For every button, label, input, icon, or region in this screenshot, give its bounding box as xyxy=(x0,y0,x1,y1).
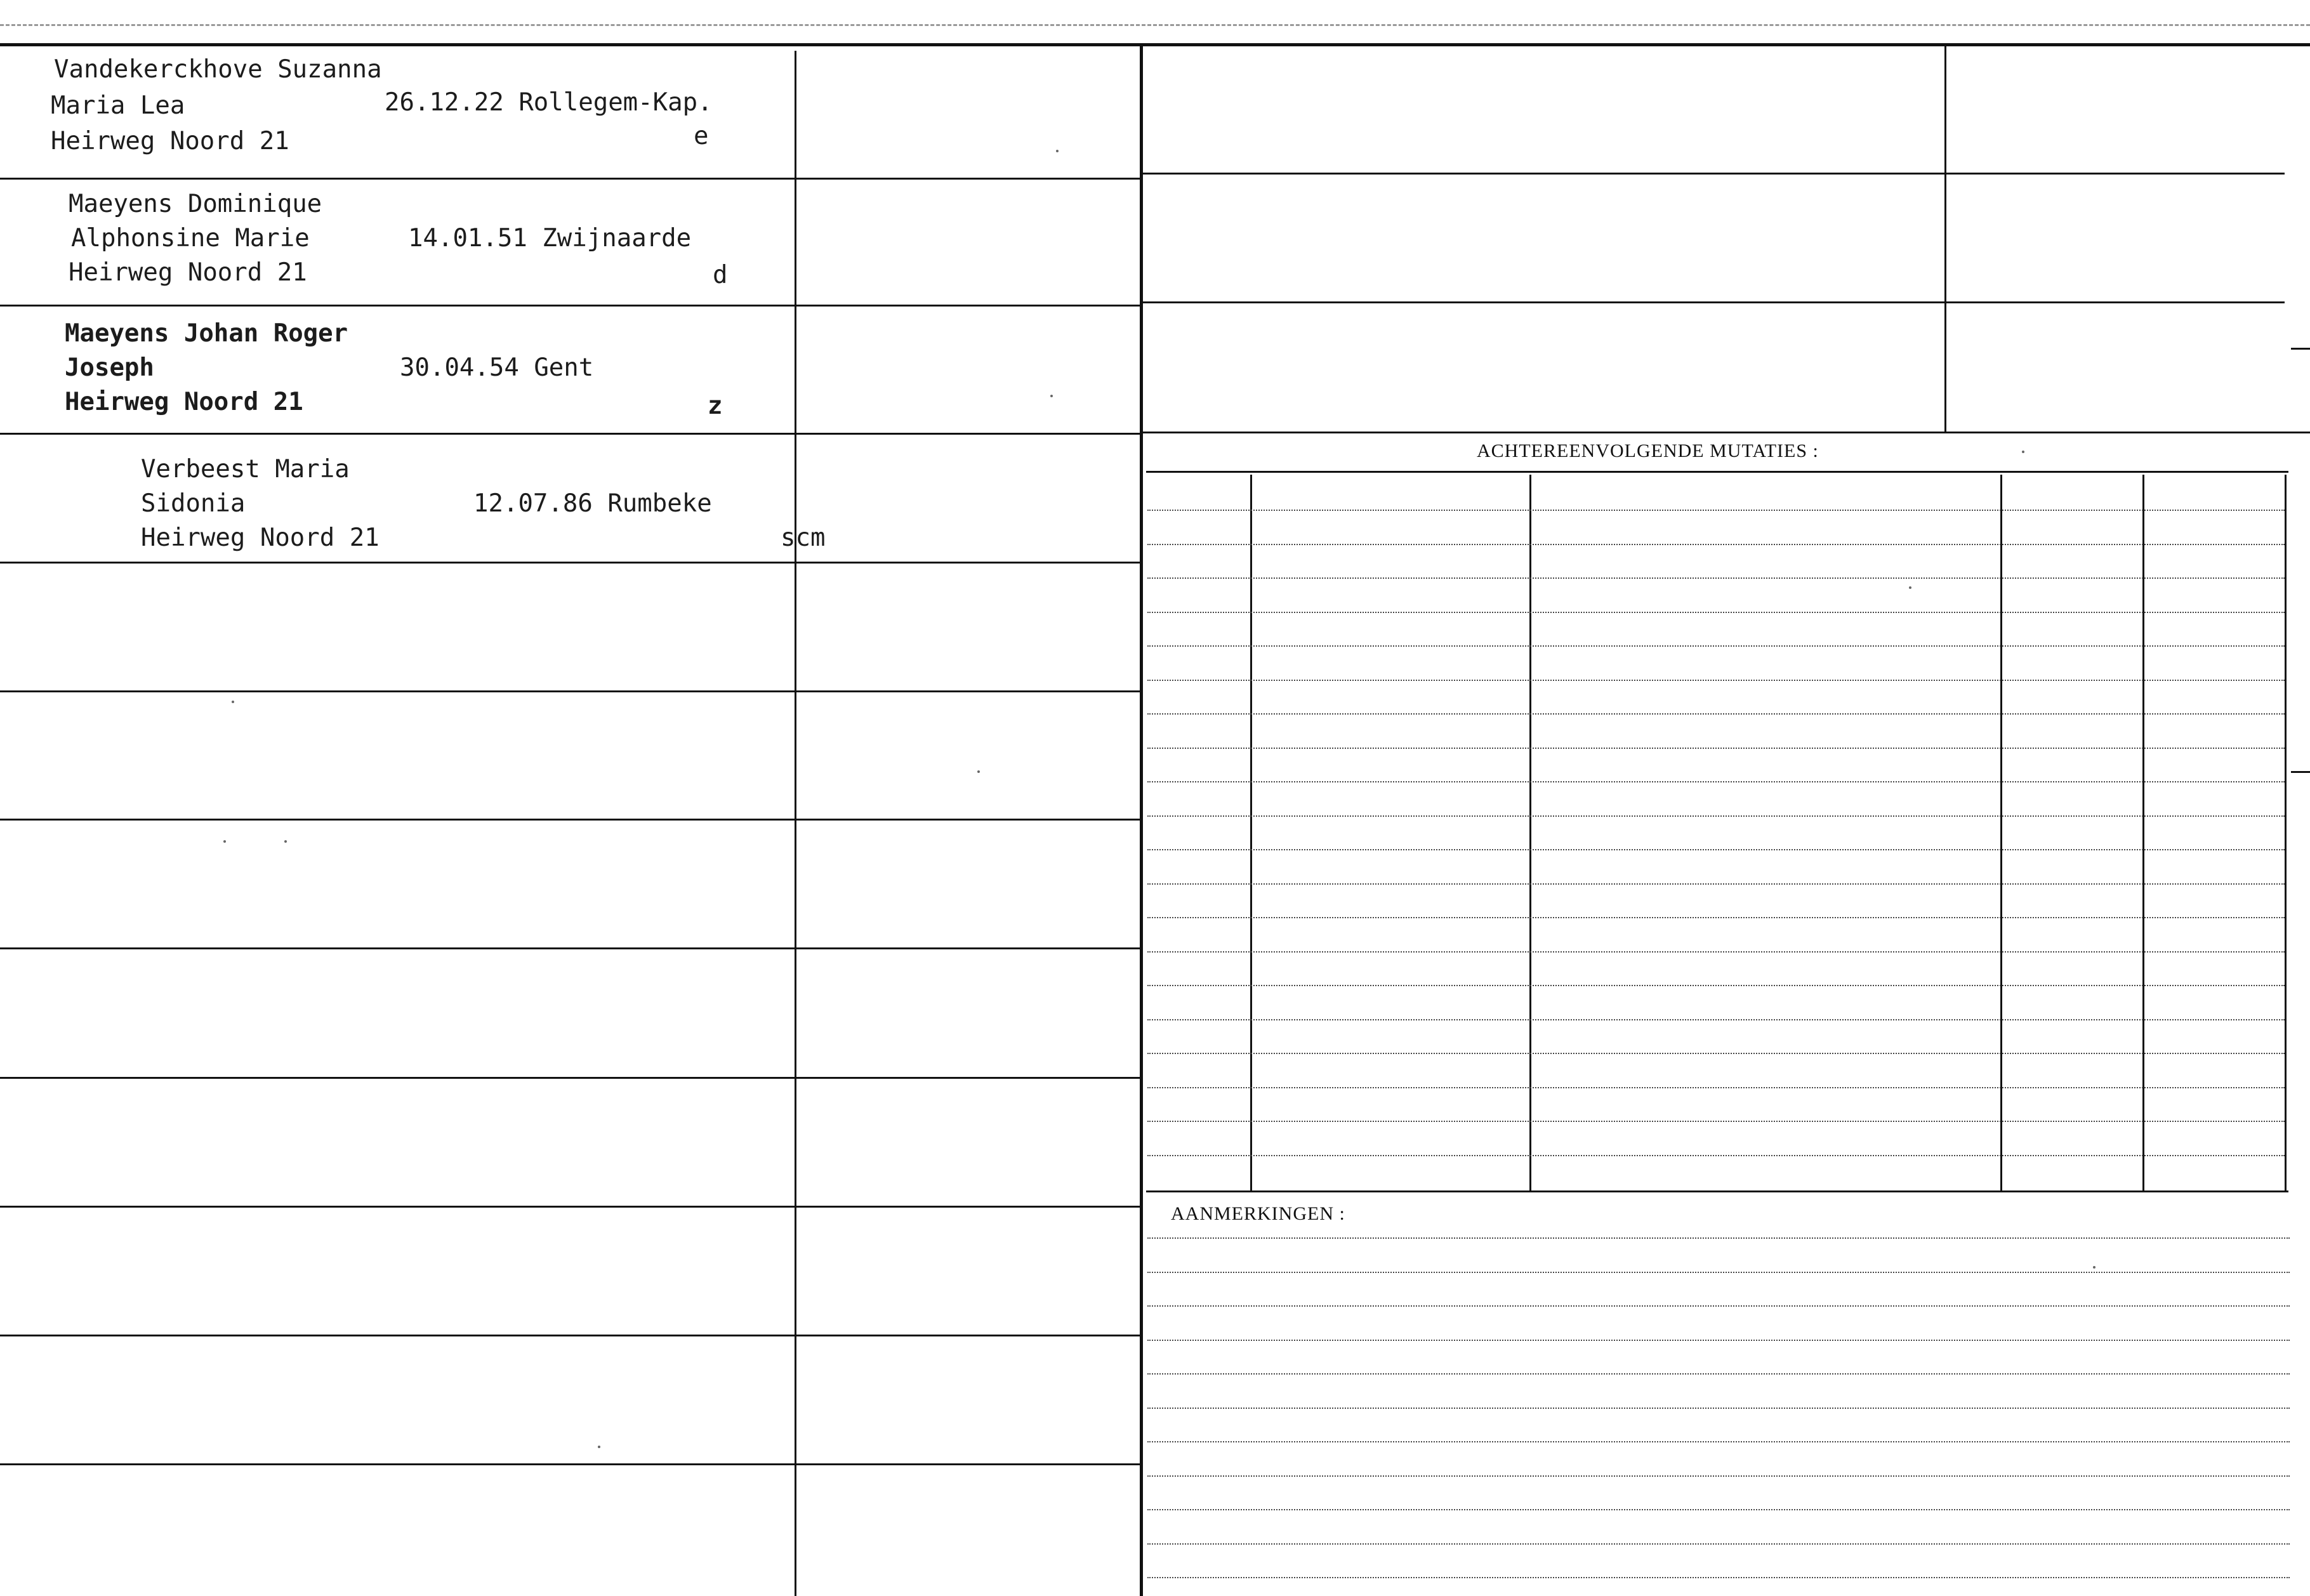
scan-speck xyxy=(1909,586,1911,589)
mutation-dotted-line xyxy=(1147,577,2285,579)
left-row-line xyxy=(0,178,1140,180)
scan-speck xyxy=(977,770,980,773)
mutation-dotted-line xyxy=(1147,544,2285,545)
mutation-dotted-line xyxy=(1147,1053,2285,1054)
margin-tick xyxy=(2291,771,2310,773)
mutation-dotted-line xyxy=(1147,849,2285,850)
record-1-code: e xyxy=(694,122,709,150)
remark-dotted-line xyxy=(1147,1272,2290,1273)
record-2-line3: Heirweg Noord 21 xyxy=(69,258,307,287)
left-row-line xyxy=(0,947,1140,949)
scan-speck xyxy=(284,840,287,843)
record-3-birth: 30.04.54 Gent xyxy=(400,353,594,382)
record-3-line1: Maeyens Johan Roger xyxy=(65,319,348,348)
mutations-col-line xyxy=(2285,475,2287,1190)
remarks-title: AANMERKINGEN : xyxy=(1171,1203,1345,1224)
remark-dotted-line xyxy=(1147,1577,2290,1578)
record-2-line2: Alphonsine Marie xyxy=(71,224,310,253)
right-upper-row-line xyxy=(1142,301,2285,303)
scan-speck xyxy=(1056,150,1059,152)
mutations-title: ACHTEREENVOLGENDE MUTATIES : xyxy=(1477,440,1819,461)
record-4-line3: Heirweg Noord 21 xyxy=(141,524,380,552)
mutations-col-line xyxy=(2142,475,2144,1190)
remark-dotted-line xyxy=(1147,1373,2290,1375)
mutation-dotted-line xyxy=(1147,1121,2285,1122)
remark-dotted-line xyxy=(1147,1475,2290,1477)
mutation-dotted-line xyxy=(1147,713,2285,715)
record-1-line2: Maria Lea xyxy=(51,91,185,120)
record-4-line2: Sidonia xyxy=(141,489,246,518)
record-4-line1: Verbeest Maria xyxy=(141,455,350,484)
record-1-birth: 26.12.22 Rollegem-Kap. xyxy=(385,88,713,117)
scan-top-rule xyxy=(0,24,2310,26)
remark-dotted-line xyxy=(1147,1408,2290,1409)
remark-dotted-line xyxy=(1147,1543,2290,1545)
mutations-table-top xyxy=(1146,471,2288,473)
left-row-line xyxy=(0,1463,1140,1465)
mutation-dotted-line xyxy=(1147,510,2285,511)
record-4-extra: scm xyxy=(781,524,826,552)
mutation-dotted-line xyxy=(1147,612,2285,613)
remark-dotted-line xyxy=(1147,1441,2290,1442)
right-upper-row-line xyxy=(1142,432,2310,433)
left-row-line xyxy=(0,690,1140,692)
mutation-dotted-line xyxy=(1147,883,2285,885)
record-2-birth: 14.01.51 Zwijnaarde xyxy=(408,224,692,253)
mutation-dotted-line xyxy=(1147,815,2285,817)
remark-dotted-line xyxy=(1147,1509,2290,1510)
record-3-code: z xyxy=(708,392,723,420)
right-upper-row-line xyxy=(1142,173,2285,175)
left-row-line xyxy=(0,305,1140,307)
remark-dotted-line xyxy=(1147,1237,2290,1239)
record-4-birth: 12.07.86 Rumbeke xyxy=(473,489,712,518)
mutation-dotted-line xyxy=(1147,645,2285,647)
record-1-line1: Vandekerckhove Suzanna xyxy=(54,55,382,84)
scan-speck xyxy=(2022,451,2024,453)
left-row-line xyxy=(0,433,1140,435)
margin-tick xyxy=(2291,348,2310,350)
record-1-line3: Heirweg Noord 21 xyxy=(51,127,289,155)
record-3-line3: Heirweg Noord 21 xyxy=(65,388,303,416)
left-row-line xyxy=(0,1077,1140,1079)
record-2-code: d xyxy=(713,261,728,289)
left-column-divider xyxy=(795,51,796,1596)
remark-dotted-line xyxy=(1147,1340,2290,1341)
record-2-line1: Maeyens Dominique xyxy=(69,190,322,218)
mutations-table-bottom xyxy=(1146,1190,2288,1192)
mutation-dotted-line xyxy=(1147,1155,2285,1156)
mutations-col-line xyxy=(1529,475,1531,1190)
record-3-line2: Joseph xyxy=(65,353,154,382)
scan-speck xyxy=(1050,395,1053,397)
scan-speck xyxy=(223,840,226,843)
mutation-dotted-line xyxy=(1147,917,2285,918)
left-row-line xyxy=(0,819,1140,821)
mutations-col-line xyxy=(1250,475,1252,1190)
right-upper-divider xyxy=(1944,46,1946,432)
top-border xyxy=(0,43,2310,46)
remark-dotted-line xyxy=(1147,1305,2290,1307)
mutation-dotted-line xyxy=(1147,680,2285,681)
center-divider xyxy=(1140,46,1143,1596)
mutation-dotted-line xyxy=(1147,781,2285,782)
scan-speck xyxy=(232,701,234,703)
left-row-line xyxy=(0,1335,1140,1336)
mutations-col-line xyxy=(2000,475,2002,1190)
mutation-dotted-line xyxy=(1147,748,2285,749)
left-row-line xyxy=(0,562,1140,564)
left-row-line xyxy=(0,1206,1140,1208)
scan-speck xyxy=(2093,1266,2096,1269)
mutation-dotted-line xyxy=(1147,951,2285,953)
mutation-dotted-line xyxy=(1147,1019,2285,1020)
mutation-dotted-line xyxy=(1147,1087,2285,1088)
scan-speck xyxy=(598,1446,600,1448)
mutation-dotted-line xyxy=(1147,985,2285,986)
